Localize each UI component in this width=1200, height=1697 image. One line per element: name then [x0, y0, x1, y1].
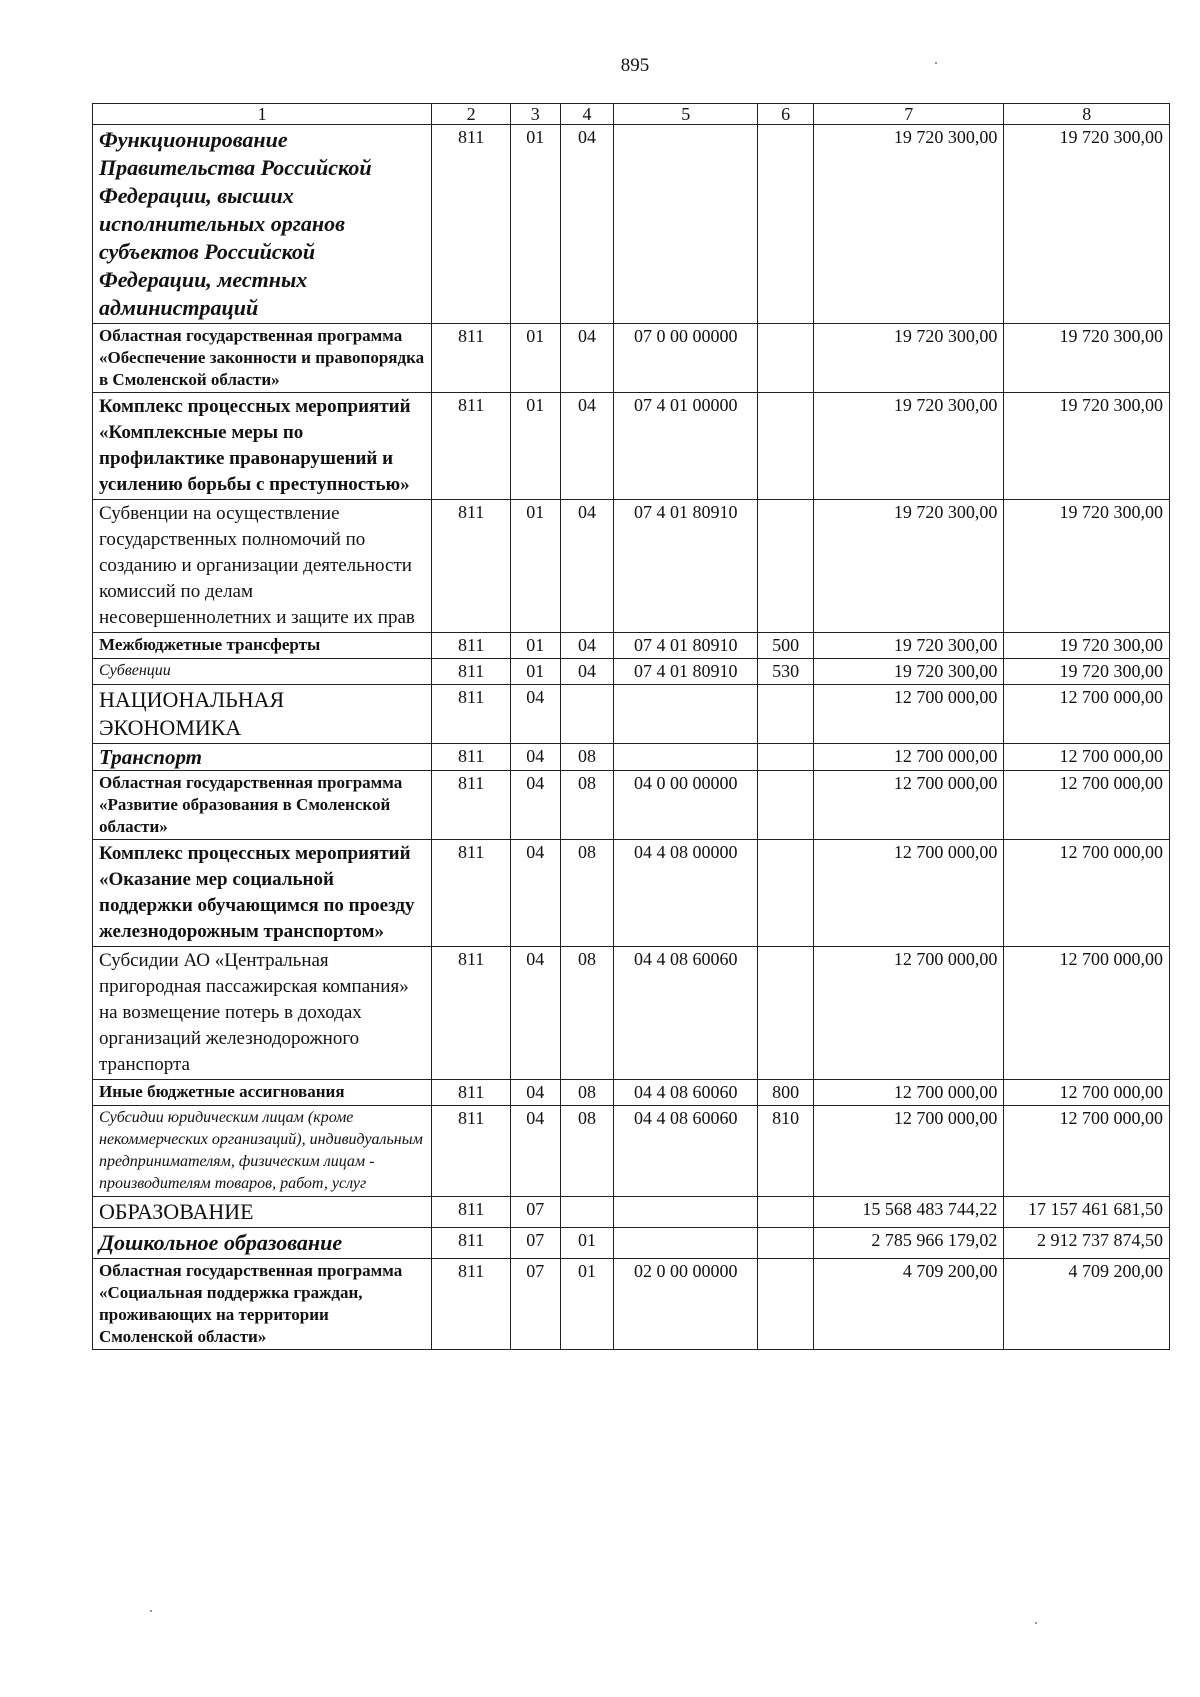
code-target-article: 07 0 00 00000 — [614, 324, 758, 393]
row-name: Комплекс процессных мероприятий «Комплексные меры по профилактике правонарушений и усилению борьбы с преступностью» — [93, 393, 432, 500]
amount-year-2: 2 912 737 874,50 — [1004, 1228, 1170, 1259]
row-name: Субсидии юридическим лицам (кроме некоммерческих организаций), индивидуальным предпринимателям, физическим лицам - производителям товаров, работ, услуг — [93, 1106, 432, 1197]
table-body — [93, 104, 1170, 1350]
amount-year-1: 12 700 000,00 — [814, 1106, 1004, 1197]
code-grbs: 811 — [432, 840, 511, 947]
code-grbs: 811 — [432, 1259, 511, 1350]
code-expense-type — [758, 125, 814, 324]
code-expense-type — [758, 324, 814, 393]
row-name: Областная государственная программа «Обеспечение законности и правопорядка в Смоленской области» — [93, 324, 432, 393]
amount-year-1: 19 720 300,00 — [814, 659, 1004, 685]
code-target-article: 07 4 01 80910 — [614, 500, 758, 633]
column-number: 3 — [510, 104, 560, 125]
table-row — [93, 1106, 1170, 1197]
scan-speck — [1035, 1622, 1037, 1624]
code-section: 04 — [510, 771, 560, 840]
row-name: Областная государственная программа «Развитие образования в Смоленской области» — [93, 771, 432, 840]
row-name: Транспорт — [93, 744, 432, 771]
table-row — [93, 659, 1170, 685]
code-expense-type: 530 — [758, 659, 814, 685]
code-expense-type — [758, 393, 814, 500]
code-expense-type — [758, 840, 814, 947]
table-row — [93, 1197, 1170, 1228]
code-grbs: 811 — [432, 947, 511, 1080]
column-number: 2 — [432, 104, 511, 125]
code-target-article: 04 4 08 60060 — [614, 1080, 758, 1106]
code-grbs: 811 — [432, 324, 511, 393]
code-target-article: 04 4 08 60060 — [614, 1106, 758, 1197]
code-subsection: 08 — [560, 840, 614, 947]
amount-year-2: 12 700 000,00 — [1004, 947, 1170, 1080]
code-target-article — [614, 685, 758, 744]
row-name: Областная государственная программа «Социальная поддержка граждан, проживающих на территории Смоленской области» — [93, 1259, 432, 1350]
amount-year-2: 17 157 461 681,50 — [1004, 1197, 1170, 1228]
code-grbs: 811 — [432, 659, 511, 685]
code-expense-type: 500 — [758, 633, 814, 659]
code-subsection: 04 — [560, 659, 614, 685]
code-grbs: 811 — [432, 771, 511, 840]
row-name: ОБРАЗОВАНИЕ — [93, 1197, 432, 1228]
column-number: 1 — [93, 104, 432, 125]
row-name: Иные бюджетные ассигнования — [93, 1080, 432, 1106]
code-target-article: 07 4 01 00000 — [614, 393, 758, 500]
amount-year-1: 19 720 300,00 — [814, 633, 1004, 659]
code-expense-type: 810 — [758, 1106, 814, 1197]
code-target-article: 04 0 00 00000 — [614, 771, 758, 840]
code-section: 04 — [510, 1080, 560, 1106]
amount-year-2: 19 720 300,00 — [1004, 324, 1170, 393]
budget-table — [92, 103, 1170, 1350]
table-row — [93, 1259, 1170, 1350]
code-target-article — [614, 1228, 758, 1259]
table-row — [93, 947, 1170, 1080]
code-target-article: 02 0 00 00000 — [614, 1259, 758, 1350]
amount-year-1: 12 700 000,00 — [814, 947, 1004, 1080]
code-expense-type — [758, 1228, 814, 1259]
row-name: Субвенции на осуществление государственных полномочий по созданию и организации деятельности комиссий по делам несовершеннолетних и защите их прав — [93, 500, 432, 633]
amount-year-1: 4 709 200,00 — [814, 1259, 1004, 1350]
code-section: 01 — [510, 633, 560, 659]
code-section: 01 — [510, 125, 560, 324]
table-row — [93, 840, 1170, 947]
code-grbs: 811 — [432, 1228, 511, 1259]
code-subsection: 01 — [560, 1259, 614, 1350]
code-section: 04 — [510, 840, 560, 947]
row-name: НАЦИОНАЛЬНАЯ ЭКОНОМИКА — [93, 685, 432, 744]
code-section: 04 — [510, 685, 560, 744]
code-expense-type — [758, 744, 814, 771]
code-subsection: 08 — [560, 1080, 614, 1106]
amount-year-1: 15 568 483 744,22 — [814, 1197, 1004, 1228]
scan-speck — [150, 1610, 152, 1612]
code-grbs: 811 — [432, 685, 511, 744]
amount-year-2: 19 720 300,00 — [1004, 500, 1170, 633]
page-number: 895 — [620, 55, 650, 76]
amount-year-1: 12 700 000,00 — [814, 685, 1004, 744]
code-section: 07 — [510, 1197, 560, 1228]
table-row — [93, 685, 1170, 744]
amount-year-2: 12 700 000,00 — [1004, 744, 1170, 771]
column-number: 5 — [614, 104, 758, 125]
amount-year-1: 12 700 000,00 — [814, 744, 1004, 771]
code-subsection: 04 — [560, 500, 614, 633]
code-subsection: 01 — [560, 1228, 614, 1259]
code-expense-type — [758, 685, 814, 744]
code-expense-type: 800 — [758, 1080, 814, 1106]
amount-year-1: 12 700 000,00 — [814, 771, 1004, 840]
row-name: Комплекс процессных мероприятий «Оказание мер социальной поддержки обучающимся по проезду железнодорожным транспортом» — [93, 840, 432, 947]
amount-year-2: 4 709 200,00 — [1004, 1259, 1170, 1350]
amount-year-2: 19 720 300,00 — [1004, 125, 1170, 324]
code-section: 01 — [510, 659, 560, 685]
row-name: Дошкольное образование — [93, 1228, 432, 1259]
table-row — [93, 744, 1170, 771]
code-subsection: 04 — [560, 393, 614, 500]
code-grbs: 811 — [432, 125, 511, 324]
code-target-article: 04 4 08 00000 — [614, 840, 758, 947]
code-subsection: 04 — [560, 125, 614, 324]
column-number: 7 — [814, 104, 1004, 125]
amount-year-2: 12 700 000,00 — [1004, 1106, 1170, 1197]
row-name: Субсидии АО «Центральная пригородная пассажирская компания» на возмещение потерь в доходах организаций железнодорожного транспорта — [93, 947, 432, 1080]
code-subsection: 08 — [560, 744, 614, 771]
code-target-article: 07 4 01 80910 — [614, 633, 758, 659]
code-section: 01 — [510, 500, 560, 633]
column-number: 8 — [1004, 104, 1170, 125]
scan-speck — [935, 62, 937, 64]
code-subsection: 08 — [560, 947, 614, 1080]
code-grbs: 811 — [432, 1197, 511, 1228]
amount-year-1: 12 700 000,00 — [814, 1080, 1004, 1106]
amount-year-1: 19 720 300,00 — [814, 125, 1004, 324]
code-section: 04 — [510, 744, 560, 771]
code-subsection — [560, 1197, 614, 1228]
code-expense-type — [758, 1197, 814, 1228]
table-row — [93, 1228, 1170, 1259]
code-section: 04 — [510, 947, 560, 1080]
code-expense-type — [758, 1259, 814, 1350]
code-target-article — [614, 125, 758, 324]
code-target-article: 04 4 08 60060 — [614, 947, 758, 1080]
amount-year-1: 19 720 300,00 — [814, 393, 1004, 500]
amount-year-2: 12 700 000,00 — [1004, 685, 1170, 744]
code-target-article — [614, 744, 758, 771]
code-target-article: 07 4 01 80910 — [614, 659, 758, 685]
amount-year-1: 12 700 000,00 — [814, 840, 1004, 947]
amount-year-2: 12 700 000,00 — [1004, 771, 1170, 840]
amount-year-2: 12 700 000,00 — [1004, 1080, 1170, 1106]
code-section: 04 — [510, 1106, 560, 1197]
column-number: 4 — [560, 104, 614, 125]
table-row — [93, 500, 1170, 633]
amount-year-2: 19 720 300,00 — [1004, 393, 1170, 500]
amount-year-1: 19 720 300,00 — [814, 324, 1004, 393]
table-row — [93, 633, 1170, 659]
code-section: 01 — [510, 324, 560, 393]
code-grbs: 811 — [432, 1106, 511, 1197]
code-section: 07 — [510, 1228, 560, 1259]
table-row — [93, 324, 1170, 393]
amount-year-1: 2 785 966 179,02 — [814, 1228, 1004, 1259]
code-expense-type — [758, 500, 814, 633]
code-subsection: 08 — [560, 771, 614, 840]
code-grbs: 811 — [432, 393, 511, 500]
code-expense-type — [758, 947, 814, 1080]
column-number: 6 — [758, 104, 814, 125]
code-subsection: 08 — [560, 1106, 614, 1197]
table-row — [93, 125, 1170, 324]
row-name: Межбюджетные трансферты — [93, 633, 432, 659]
table-row — [93, 1080, 1170, 1106]
column-number-row — [93, 104, 1170, 125]
code-target-article — [614, 1197, 758, 1228]
code-subsection: 04 — [560, 324, 614, 393]
code-subsection — [560, 685, 614, 744]
amount-year-2: 12 700 000,00 — [1004, 840, 1170, 947]
code-grbs: 811 — [432, 633, 511, 659]
code-section: 07 — [510, 1259, 560, 1350]
amount-year-2: 19 720 300,00 — [1004, 633, 1170, 659]
amount-year-2: 19 720 300,00 — [1004, 659, 1170, 685]
code-grbs: 811 — [432, 1080, 511, 1106]
code-grbs: 811 — [432, 744, 511, 771]
amount-year-1: 19 720 300,00 — [814, 500, 1004, 633]
row-name: Субвенции — [93, 659, 432, 685]
table-row — [93, 771, 1170, 840]
code-grbs: 811 — [432, 500, 511, 633]
code-section: 01 — [510, 393, 560, 500]
code-expense-type — [758, 771, 814, 840]
table-row — [93, 393, 1170, 500]
code-subsection: 04 — [560, 633, 614, 659]
row-name: Функционирование Правительства Российской Федерации, высших исполнительных органов субъектов Российской Федерации, местных администраций — [93, 125, 432, 324]
